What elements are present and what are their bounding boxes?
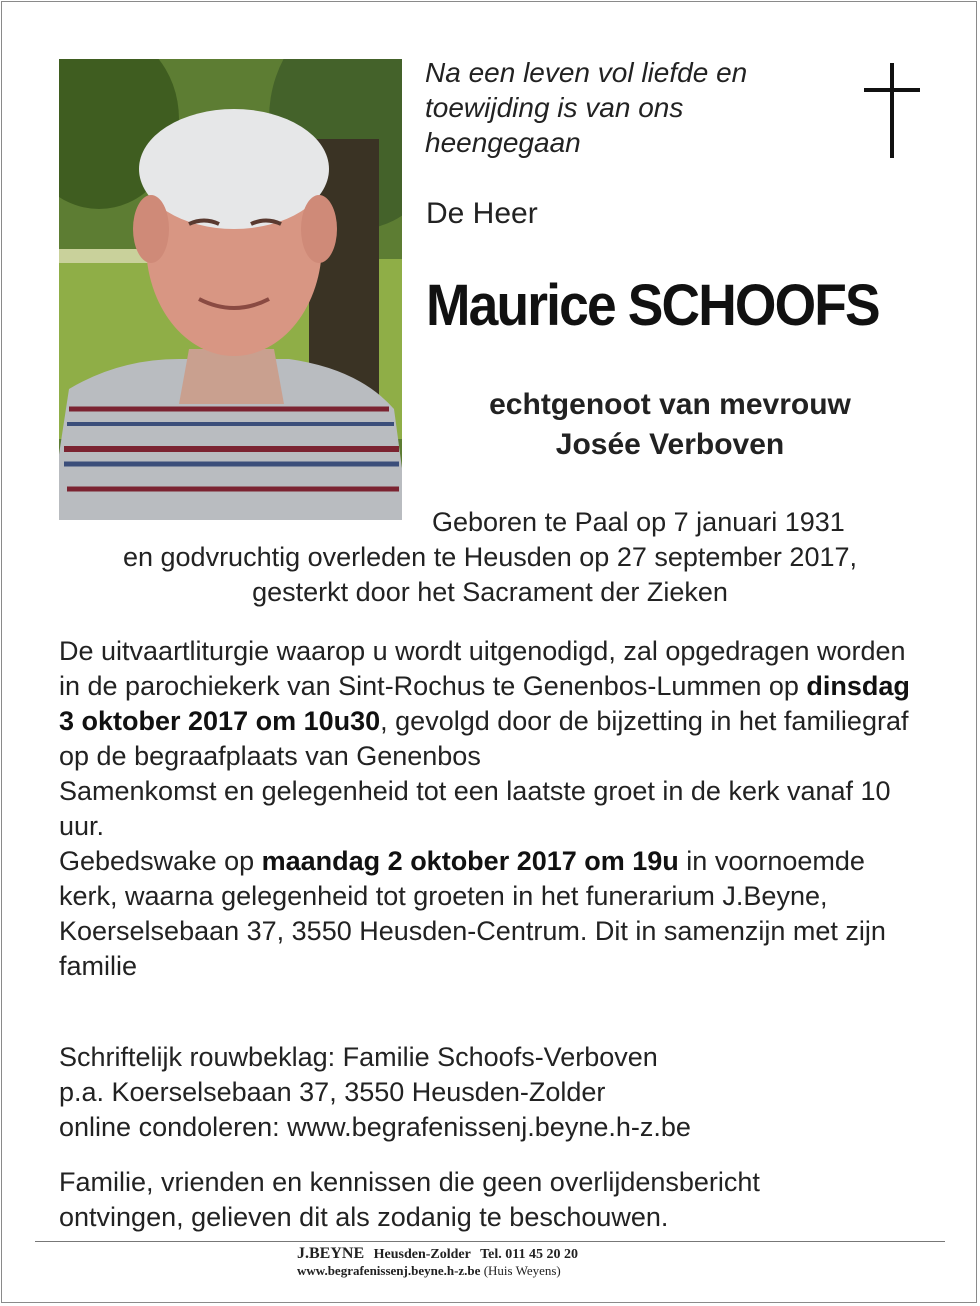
spouse-block bbox=[420, 385, 920, 465]
footer-url: www.begrafenissenj.beyne.h-z.be bbox=[297, 1263, 481, 1278]
spouse-line-2: Josée Verboven bbox=[555, 428, 785, 461]
footer-tel: Tel. 011 45 20 20 bbox=[480, 1247, 578, 1262]
closing-block bbox=[59, 1165, 929, 1235]
vigil-date: maandag 2 oktober 2017 om 19u bbox=[261, 846, 679, 876]
vigil-paragraph: Gebedswake op maandag 2 oktober 2017 om 19u in voornoemde kerk, waarna gelegenheid tot groeten in het funerarium J.Beyne, Koerselsebaan 37, 3550 Heusden-Centrum. Dit in samenzijn met zijn familie bbox=[59, 846, 886, 981]
liturgy-block bbox=[59, 634, 929, 984]
footer-note: (Huis Weyens) bbox=[483, 1263, 561, 1278]
liturgy-paragraph: De uitvaartliturgie waarop u wordt uitgenodigd, zal opgedragen worden in de parochiekerk van Sint-Rochus te Genenbos-Lummen op dinsdag 3 oktober 2017 om 10u30, gevolgd door de bijzetting in het familiegraf op de begraafplaats van Genenbos bbox=[59, 636, 910, 771]
intro-line: heengegaan bbox=[425, 127, 581, 158]
sacrament-line: gesterkt door het Sacrament der Zieken bbox=[252, 577, 728, 607]
spouse-line-1: echtgenoot van mevrouw bbox=[489, 388, 851, 421]
contact-block bbox=[59, 1040, 929, 1145]
birth-line: Geboren te Paal op 7 januari 1931 bbox=[432, 507, 845, 537]
footer bbox=[297, 1245, 584, 1279]
honorific: De Heer bbox=[426, 197, 538, 230]
intro-line: toewijding is van ons bbox=[425, 92, 684, 123]
deceased-name: Maurice SCHOOFS bbox=[426, 273, 879, 338]
funeral-date: dinsdag 3 oktober 2017 om 10u30 bbox=[59, 671, 910, 736]
birth-death-block bbox=[0, 505, 980, 610]
intro-line: Na een leven vol liefde en bbox=[425, 57, 748, 88]
contact-line-2: p.a. Koerselsebaan 37, 3550 Heusden-Zolder bbox=[59, 1077, 606, 1107]
closing-line-1: Familie, vrienden en kennissen die geen overlijdensbericht bbox=[59, 1167, 760, 1197]
footer-divider bbox=[35, 1241, 945, 1242]
death-line: en godvruchtig overleden te Heusden op 27 september 2017, bbox=[122, 542, 857, 572]
contact-line-1: Schriftelijk rouwbeklag: Familie Schoofs-Verboven bbox=[59, 1042, 658, 1072]
footer-place: Heusden-Zolder bbox=[373, 1247, 471, 1262]
intro-text bbox=[425, 55, 845, 160]
gathering-paragraph: Samenkomst en gelegenheid tot een laatste groet in de kerk vanaf 10 uur. bbox=[59, 776, 891, 841]
portrait-photo bbox=[59, 59, 402, 520]
closing-line-2: ontvingen, gelieven dit als zodanig te beschouwen. bbox=[59, 1202, 669, 1232]
contact-line-3: online condoleren: www.begrafenissenj.beyne.h-z.be bbox=[59, 1112, 691, 1142]
footer-brand: J.BEYNE bbox=[297, 1245, 365, 1262]
cross-icon bbox=[864, 63, 920, 158]
